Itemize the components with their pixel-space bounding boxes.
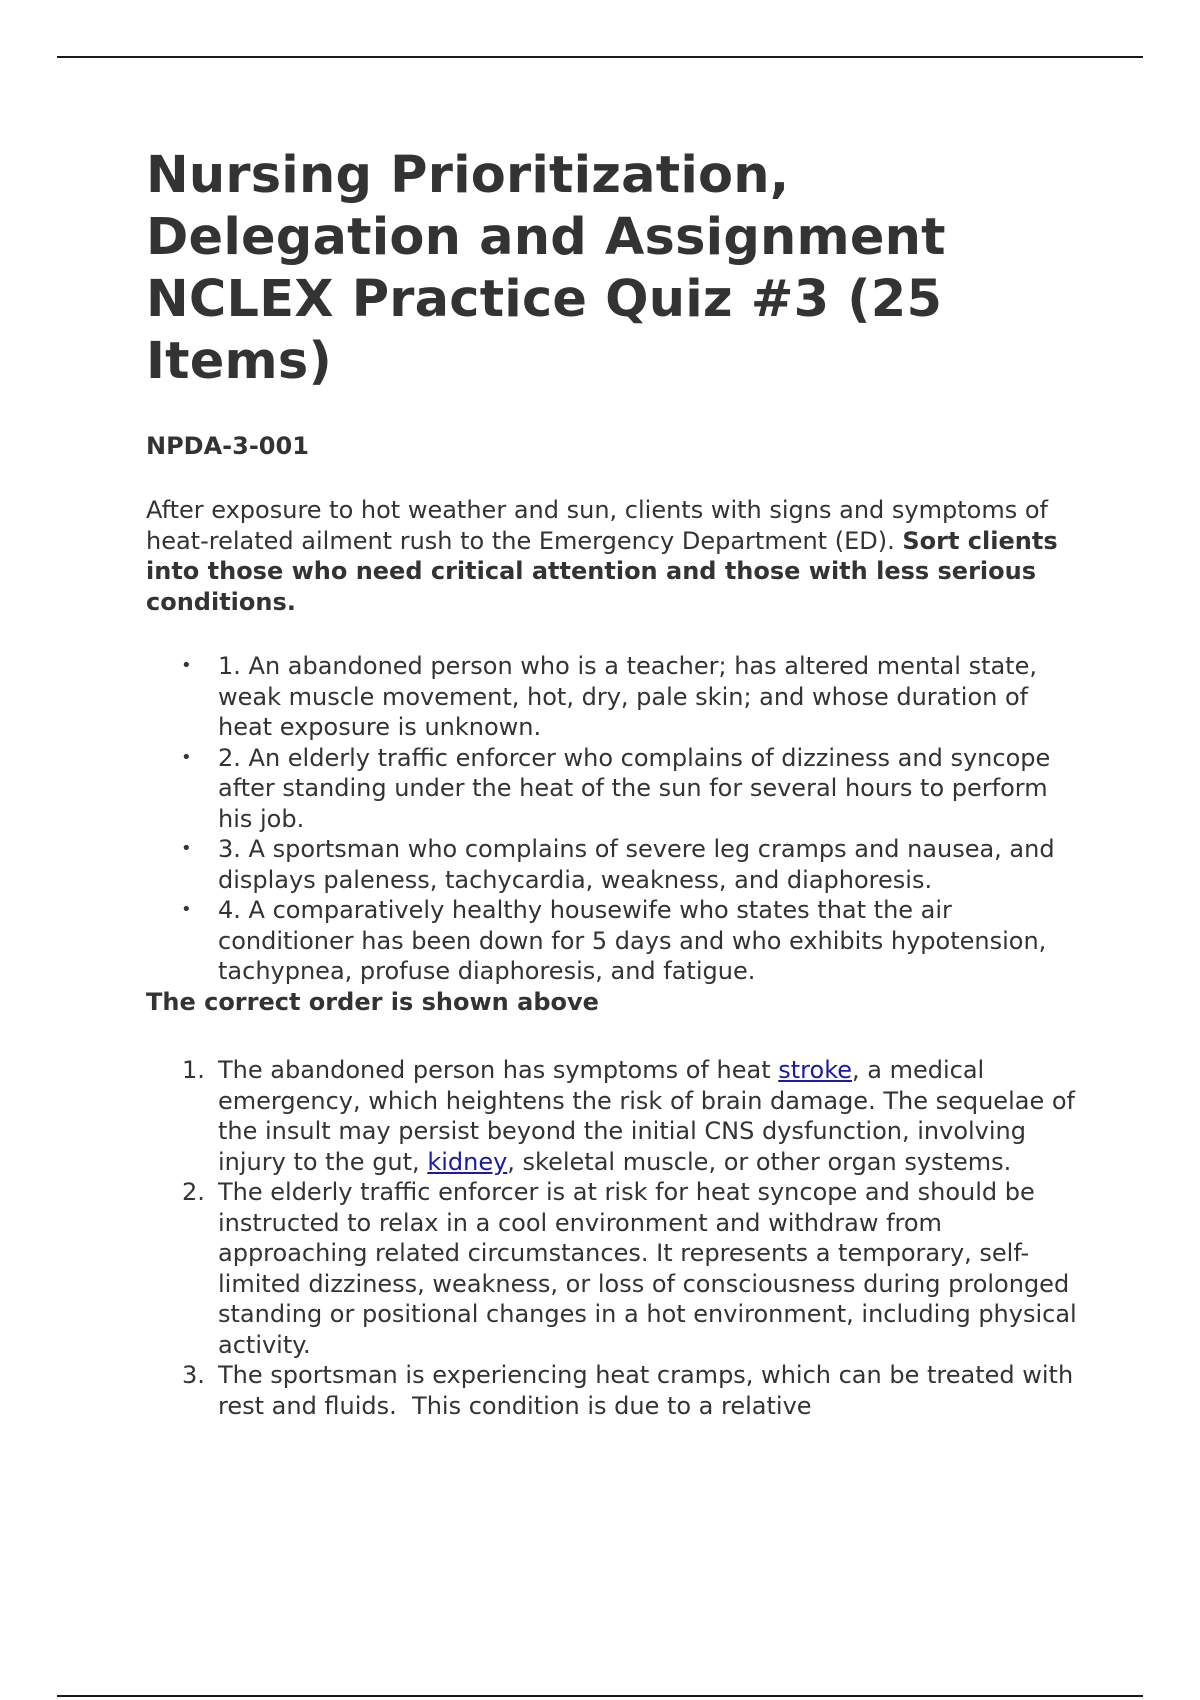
rationale-number: 3. [182, 1361, 205, 1389]
option-item: • 3. A sportsman who complains of severe leg cramps and nausea, and displays paleness, tachycardia, weakness, and diaphoresis. [218, 834, 1086, 895]
document-body [146, 145, 1086, 1421]
kidney-link[interactable]: kidney [427, 1147, 508, 1176]
answer-options-list [146, 651, 1086, 987]
prompt-instruction: Sort clients into those who need critical attention and those with less serious conditions. [146, 526, 1058, 616]
option-item: • 2. An elderly traffic enforcer who complains of dizziness and syncope after standing under the heat of the sun for several hours to perform his job. [218, 743, 1086, 835]
rationale-text: The sportsman is experiencing heat cramps, which can be treated with rest and fluids. This condition is due to a relative [218, 1361, 1081, 1420]
rationale-text: , a medical emergency, which heightens the risk of brain damage. The sequelae of the insult may persist beyond the initial CNS dysfunction, involving injury to the gut, [218, 1056, 1075, 1176]
answer-heading: The correct order is shown above [146, 987, 599, 1016]
rationale-item [182, 1360, 1086, 1421]
top-divider [57, 56, 1143, 58]
question-id: NPDA-3-001 [146, 432, 309, 460]
bottom-divider [57, 1695, 1143, 1697]
stroke-link[interactable]: stroke [778, 1056, 852, 1084]
page-title: Nursing Prioritization, Delegation and Assignment NCLEX Practice Quiz #3 (25 Items) [146, 146, 946, 391]
prompt-text: After exposure to hot weather and sun, clients with signs and symptoms of heat-related ailment rush to the Emergency Department (ED). [146, 496, 1048, 555]
rationale-list [146, 1055, 1086, 1421]
rationale-text: The abandoned person has symptoms of heat [218, 1056, 779, 1084]
option-item: • 4. A comparatively healthy housewife who states that the air conditioner has been down for 5 days and who exhibits hypotension, tachypnea, profuse diaphoresis, and fatigue. [218, 895, 1086, 987]
question-prompt [146, 495, 1086, 617]
rationale-text: The elderly traffic enforcer is at risk for heat syncope and should be instructed to relax in a cool environment and withdraw from approaching related circumstances. It represents a temporary, self-limited dizziness, weakness, or loss of consciousness during prolonged standing or positional changes in a hot environment, including physical activity. [218, 1178, 1077, 1359]
option-item: • 1. An abandoned person who is a teacher; has altered mental state, weak muscle movement, hot, dry, pale skin; and whose duration of heat exposure is unknown. [218, 651, 1086, 743]
rationale-item [182, 1177, 1086, 1360]
rationale-text: , skeletal muscle, or other organ systems. [507, 1147, 1012, 1176]
rationale-number: 1. [182, 1056, 205, 1084]
rationale-number: 2. [182, 1178, 205, 1206]
rationale-item [182, 1055, 1086, 1177]
